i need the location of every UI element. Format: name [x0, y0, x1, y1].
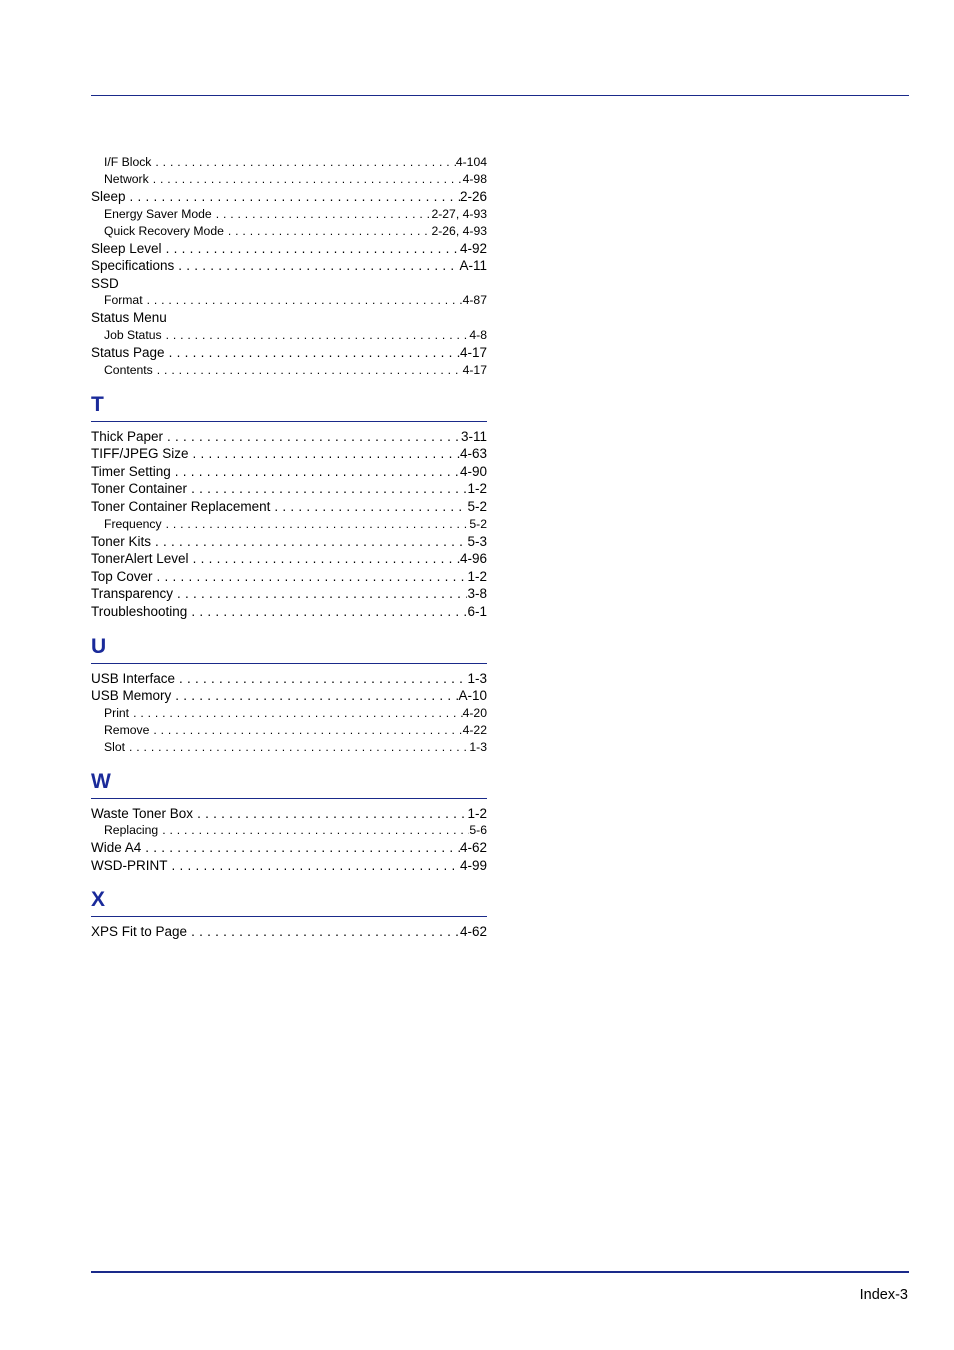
index-subentry [91, 171, 487, 188]
section-rule-x [91, 916, 487, 917]
dot-leader [151, 154, 455, 171]
index-entry [91, 275, 487, 293]
index-entry [91, 344, 487, 362]
index-term: Frequency [104, 516, 162, 531]
dot-leader [149, 171, 463, 188]
dot-leader [270, 498, 467, 516]
index-term: Toner Container [91, 481, 188, 497]
index-term: Waste Toner Box [91, 805, 194, 821]
index-page-ref: 1-3 [469, 739, 487, 754]
index-page-ref: A-10 [458, 688, 487, 704]
index-entry [91, 687, 487, 705]
index-section-u [91, 670, 487, 756]
index-entry [91, 240, 487, 258]
index-term: TonerAlert Level [91, 551, 189, 567]
footer-rule [91, 1271, 909, 1273]
index-section-s-continued [91, 154, 487, 379]
dot-leader [141, 839, 460, 857]
index-section-x [91, 923, 487, 941]
index-subentry [91, 223, 487, 240]
index-term: SSD [91, 275, 119, 291]
index-term: XPS Fit to Page [91, 924, 188, 940]
dot-leader [174, 257, 459, 275]
index-term: Replacing [104, 823, 159, 838]
index-page-ref: 3-8 [467, 586, 487, 602]
index-subentry [91, 822, 487, 839]
dot-leader [158, 822, 469, 839]
index-page-ref: 4-8 [469, 327, 487, 342]
index-term: Slot [104, 739, 126, 754]
index-entry [91, 585, 487, 603]
index-term: Specifications [91, 258, 175, 274]
index-page-ref: 6-1 [467, 603, 487, 619]
index-subentry [91, 739, 487, 756]
index-term: Wide A4 [91, 840, 142, 856]
section-letter-x: X [91, 888, 106, 912]
dot-leader [153, 568, 468, 586]
index-page-ref: 5-6 [469, 823, 487, 838]
dot-leader [153, 362, 463, 379]
index-entry [91, 445, 487, 463]
index-page-ref: 4-63 [459, 446, 487, 462]
index-page-ref: 2-26 [459, 189, 487, 204]
index-term: Job Status [104, 327, 162, 342]
index-term: Timer Setting [91, 463, 171, 479]
dot-leader [189, 445, 460, 463]
index-page-ref: 4-92 [459, 240, 487, 256]
dot-leader [151, 533, 467, 551]
dot-leader [149, 722, 462, 739]
section-rule-w [91, 798, 487, 799]
dot-leader [187, 480, 467, 498]
index-page-ref: 1-2 [467, 568, 487, 584]
index-term: Network [104, 172, 149, 186]
index-entry [91, 568, 487, 586]
index-entry [91, 257, 487, 275]
dot-leader [125, 739, 469, 756]
index-page-ref: 4-62 [459, 924, 487, 940]
dot-leader [187, 603, 467, 621]
index-term: Toner Container Replacement [91, 498, 271, 514]
index-term: Sleep Level [91, 240, 162, 256]
index-term: Print [104, 705, 130, 720]
index-term: Energy Saver Mode [104, 206, 212, 221]
index-term: Sleep [91, 189, 126, 204]
dot-leader [224, 223, 432, 240]
dot-leader [126, 188, 460, 206]
index-page-ref: 1-2 [467, 805, 487, 821]
index-subentry [91, 327, 487, 344]
index-term: Format [104, 293, 143, 308]
dot-leader [189, 550, 460, 568]
index-page-ref: 4-104 [455, 155, 487, 169]
index-term: Contents [104, 362, 153, 377]
index-subentry [91, 722, 487, 739]
index-page-ref: 2-27, 4-93 [431, 206, 487, 221]
index-entry [91, 805, 487, 823]
section-rule-u [91, 663, 487, 664]
index-page-ref: 5-2 [469, 516, 487, 531]
dot-leader [193, 805, 467, 823]
index-entry [91, 533, 487, 551]
index-entry [91, 839, 487, 857]
section-letter-u: U [91, 634, 107, 658]
index-term: Troubleshooting [91, 603, 188, 619]
dot-leader [175, 670, 467, 688]
index-page-ref: 4-90 [459, 463, 487, 479]
index-entry [91, 603, 487, 621]
index-subentry [91, 362, 487, 379]
index-entry [91, 309, 487, 327]
index-term: TIFF/JPEG Size [91, 446, 189, 462]
index-term: USB Memory [91, 688, 172, 704]
index-term: Toner Kits [91, 533, 152, 549]
index-page-ref: 4-17 [459, 344, 487, 360]
index-entry [91, 480, 487, 498]
index-term: Remove [104, 722, 150, 737]
section-rule-t [91, 421, 487, 422]
dot-leader [187, 923, 460, 941]
section-letter-w: W [91, 769, 111, 793]
dot-leader [162, 516, 470, 533]
dot-leader [212, 206, 432, 223]
dot-leader [162, 327, 470, 344]
index-section-w [91, 805, 487, 875]
index-page-ref: 4-99 [459, 857, 487, 873]
index-subentry [91, 206, 487, 223]
index-term: Thick Paper [91, 428, 164, 444]
index-entry [91, 923, 487, 941]
index-page-ref: 4-62 [459, 840, 487, 856]
index-term: Status Page [91, 344, 165, 360]
index-page-ref: A-11 [459, 258, 487, 274]
dot-leader [173, 585, 467, 603]
index-entry [91, 463, 487, 481]
page-number: Index-3 [859, 1287, 908, 1303]
dot-leader [171, 687, 458, 705]
index-entry [91, 498, 487, 516]
index-term: Status Menu [91, 310, 167, 326]
index-term: I/F Block [104, 155, 152, 169]
index-page-ref: 5-3 [467, 533, 487, 549]
dot-leader [162, 240, 460, 258]
index-term: Quick Recovery Mode [104, 223, 224, 238]
index-term: Transparency [91, 586, 174, 602]
index-page-ref: 4-96 [459, 551, 487, 567]
dot-leader [143, 292, 463, 309]
dot-leader [163, 428, 461, 446]
index-page-ref: 4-20 [462, 705, 487, 720]
index-subentry [91, 154, 487, 171]
index-page-ref: 4-22 [462, 722, 487, 737]
index-page-ref: 3-11 [460, 428, 487, 444]
index-term: WSD-PRINT [91, 857, 168, 873]
section-letter-t: T [91, 392, 104, 416]
index-page-ref: 1-2 [467, 481, 487, 497]
index-page-ref: 4-87 [462, 293, 487, 308]
index-term: USB Interface [91, 670, 176, 686]
index-subentry [91, 292, 487, 309]
dot-leader [168, 857, 460, 875]
index-entry [91, 188, 487, 206]
index-entry [91, 550, 487, 568]
dot-leader [165, 344, 460, 362]
header-rule [91, 95, 909, 96]
index-column [91, 154, 487, 941]
index-page-ref: 2-26, 4-93 [431, 223, 487, 238]
index-page-ref: 4-17 [462, 362, 487, 377]
index-page-ref: 1-3 [467, 670, 487, 686]
dot-leader [129, 705, 463, 722]
index-term: Top Cover [91, 568, 153, 584]
index-subentry [91, 516, 487, 533]
index-entry [91, 857, 487, 875]
dot-leader [171, 463, 460, 481]
index-page-ref: 4-98 [462, 172, 487, 186]
index-entry [91, 428, 487, 446]
index-subentry [91, 705, 487, 722]
index-section-t [91, 428, 487, 621]
index-page-ref: 5-2 [467, 498, 487, 514]
index-entry [91, 670, 487, 688]
